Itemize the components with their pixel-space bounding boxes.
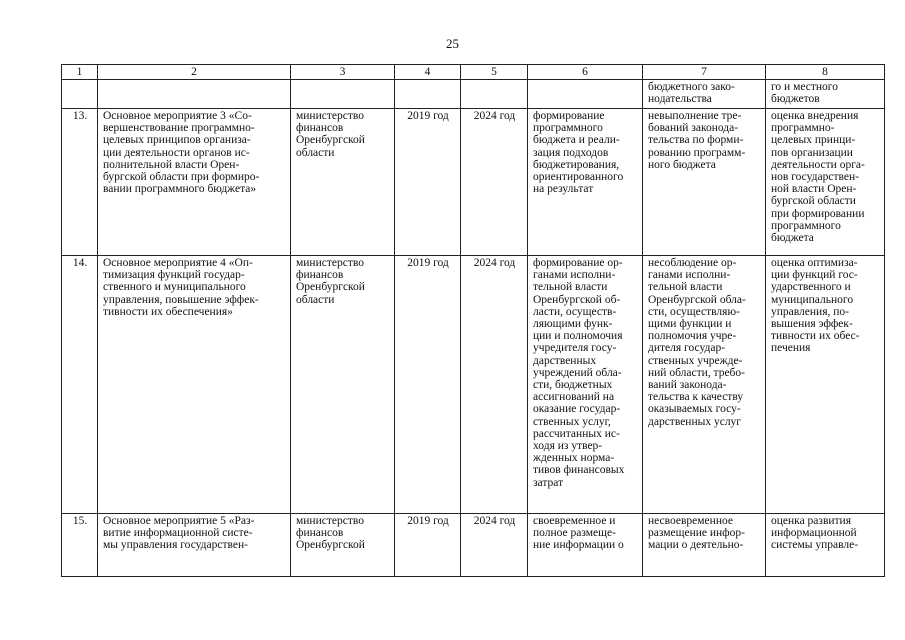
table-cell [98, 80, 291, 109]
end-year-cell: 2024 год [461, 109, 528, 256]
table-cell [291, 80, 395, 109]
table-row [62, 109, 885, 256]
consequences-cell: несвоевременное размещение инфор- мации о деятельно- [643, 514, 766, 577]
program-activities-table [61, 64, 885, 577]
indicator-cell: оценка оптимиза- ции функций гос- ударственного и муниципального управления, по- вышения эффек- тивности их обес- печения [766, 256, 885, 514]
consequences-cell: невыполнение тре- бований законода- тельства по форми- рованию программ- ного бюджета [643, 109, 766, 256]
end-year-cell: 2024 год [461, 256, 528, 514]
column-number-header: 5 [461, 65, 528, 80]
expected-result-cell: формирование ор- ганами исполни- тельной власти Оренбургской об- ласти, осуществ- ляющими функ- ции и полномочия учредителя госу- дарственных учреждений обла- сти, бюджетных ассигнований на оказание государ- ственных услуг, рассчитанных ис- ходя из утвер- жденных норма- тивов финансовых затрат [528, 256, 643, 514]
start-year-cell: 2019 год [395, 514, 461, 577]
consequences-cell: несоблюдение ор- ганами исполни- тельной власти Оренбургской обла- сти, осуществляю- щими функции и полномочия учре- дителя государ- ственных учрежде- ний области, требо- ваний законода- тельства к качеству оказываемых госу- дарственных услуг [643, 256, 766, 514]
column-number-header: 3 [291, 65, 395, 80]
continuation-row [62, 80, 885, 109]
page-number: 25 [446, 36, 459, 51]
table-cell [528, 80, 643, 109]
column-number-header: 2 [98, 65, 291, 80]
row-number-cell: 13. [62, 109, 98, 256]
table-row [62, 256, 885, 514]
table-cell [395, 80, 461, 109]
table-cell [62, 80, 98, 109]
executor-cell: министерство финансов Оренбургской [291, 514, 395, 577]
row-number-cell: 14. [62, 256, 98, 514]
table-cell: бюджетного зако- нодательства [643, 80, 766, 109]
executor-cell: министерство финансов Оренбургской области [291, 109, 395, 256]
expected-result-cell: формирование программного бюджета и реали- зация подходов бюджетирования, ориентированного на результат [528, 109, 643, 256]
row-number-cell: 15. [62, 514, 98, 577]
indicator-cell: оценка внедрения программно- целевых принци- пов организации деятельности орга- нов государствен- ной власти Орен- бургской области при формировании программного бюджета [766, 109, 885, 256]
table-cell [461, 80, 528, 109]
start-year-cell: 2019 год [395, 109, 461, 256]
expected-result-cell: своевременное и полное размеще- ние информации о [528, 514, 643, 577]
table-cell: го и местного бюджетов [766, 80, 885, 109]
column-number-header: 7 [643, 65, 766, 80]
column-number-row [62, 65, 885, 80]
activity-cell: Основное мероприятие 3 «Со- вершенствование программно- целевых принципов организа- ции деятельности органов ис- полнительной власти Орен- бургской области при формиро- вании программного бюджета» [98, 109, 291, 256]
table-row [62, 514, 885, 577]
column-number-header: 1 [62, 65, 98, 80]
start-year-cell: 2019 год [395, 256, 461, 514]
column-number-header: 4 [395, 65, 461, 80]
column-number-header: 6 [528, 65, 643, 80]
column-number-header: 8 [766, 65, 885, 80]
activity-cell: Основное мероприятие 5 «Раз- витие информационной систе- мы управления государствен- [98, 514, 291, 577]
indicator-cell: оценка развития информационной системы управле- [766, 514, 885, 577]
activity-cell: Основное мероприятие 4 «Оп- тимизация функций государ- ственного и муниципального управления, повышение эффек- тивности их обеспечения» [98, 256, 291, 514]
end-year-cell: 2024 год [461, 514, 528, 577]
executor-cell: министерство финансов Оренбургской области [291, 256, 395, 514]
